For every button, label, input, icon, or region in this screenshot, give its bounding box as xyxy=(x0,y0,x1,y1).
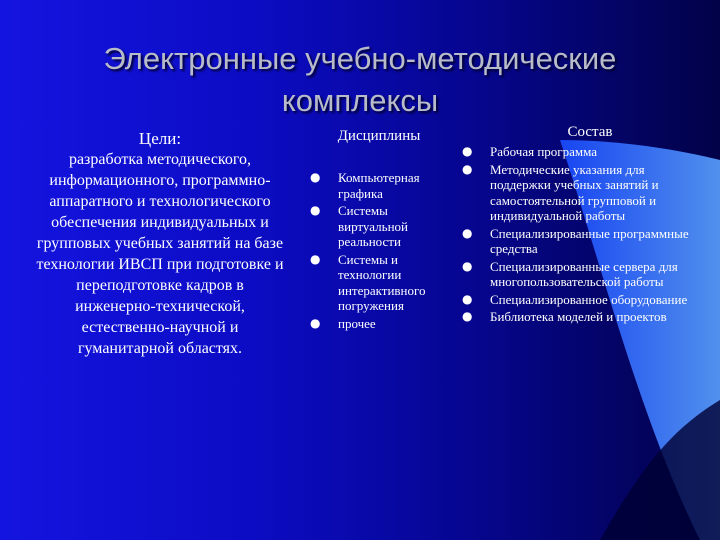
title-line-1: Электронные учебно-методические xyxy=(103,41,617,76)
bullet-icon: ● xyxy=(310,315,321,330)
list-item: ● Рабочая программа xyxy=(462,144,598,159)
composition-heading: Состав xyxy=(567,124,613,140)
goals-text: разработка методического, информационного, программно-аппаратного и технологического обеспечения индивидуальных и групповых учебных занятий на базе технологии ИВСП при подготовке и переподготовке кадров в инженерно-технической, естественно-научной и гуманитарной областях. xyxy=(36,151,284,357)
list-item: ● Системы виртуальной реальности xyxy=(310,203,408,249)
bullet-icon: ● xyxy=(310,251,321,266)
composition-list xyxy=(462,144,702,327)
goals-block xyxy=(34,128,286,359)
list-item: ● Методические указания для поддержки учебных занятий и самостоятельной групповой и индивидуальной работы xyxy=(462,161,659,223)
bullet-icon: ● xyxy=(462,225,473,240)
title-line-2: комплексы xyxy=(281,83,439,118)
list-item: ● Компьютерная графика xyxy=(310,170,420,201)
bullet-icon: ● xyxy=(462,161,473,176)
list-item: ● Специализированные программные средства xyxy=(462,225,689,256)
list-item: ● прочее xyxy=(310,315,376,331)
bullet-icon: ● xyxy=(310,203,321,217)
list-item: ● Библиотека моделей и проектов xyxy=(462,309,667,324)
list-item: ● Специализированные сервера для многопользовательской работы xyxy=(462,258,678,289)
slide-title xyxy=(40,38,680,122)
bullet-icon: ● xyxy=(462,291,473,306)
bullet-icon: ● xyxy=(462,144,473,158)
bullet-icon: ● xyxy=(462,258,473,273)
disciplines-list xyxy=(310,170,460,333)
bullet-icon: ● xyxy=(310,170,321,184)
list-item: ● Системы и технологии интерактивного погружения xyxy=(310,251,426,313)
disciplines-heading: Дисциплины xyxy=(337,128,421,144)
list-item: ● Специализированное оборудование xyxy=(462,291,688,307)
goals-heading: Цели: xyxy=(138,129,182,148)
bullet-icon: ● xyxy=(462,309,473,323)
